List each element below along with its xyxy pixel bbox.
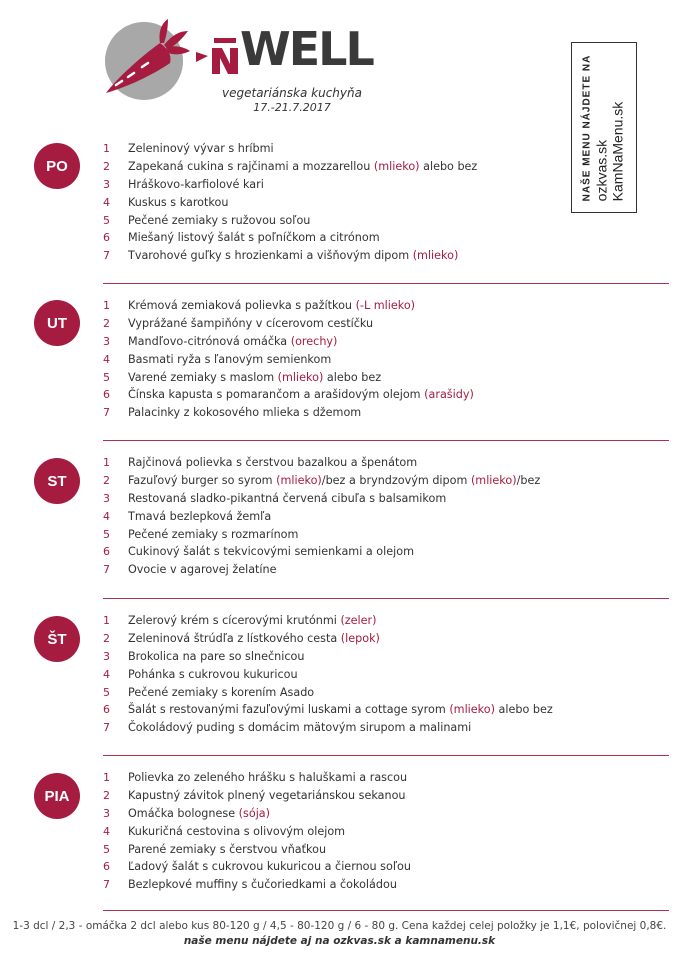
menu-item-number: 7 [103,563,110,577]
menu-item [103,701,553,719]
menu-item [103,665,553,683]
menu-item-number: 6 [103,703,110,717]
website-box-heading: NAŠE MENU NÁJDETE NA [581,54,593,201]
menu-item-suffix: /bez a bryndzovým dipom [321,474,471,488]
allergen-tag: (lepok) [340,632,380,646]
allergen-tag: (zeler) [340,614,377,628]
menu-item-number: 4 [103,352,110,366]
menu-item-number: 2 [103,632,110,646]
day-badge: ŠT [34,616,80,662]
menu-item-text: Fazuľový burger so syrom [128,474,277,488]
menu-item-text: Zeleninový vývar s hríbmi [128,142,274,156]
section-divider [103,440,669,441]
menu-item [103,472,540,490]
menu-item-number: 2 [103,789,110,803]
menu-item [103,350,474,368]
section-divider [103,910,669,911]
menu-item-number: 1 [103,299,110,313]
menu-item-list [103,297,474,422]
menu-item-number: 6 [103,860,110,874]
menu-item-text: Ovocie v agarovej želatíne [128,563,277,577]
menu-item-number: 4 [103,509,110,523]
brand-mark-icon [194,30,240,80]
menu-item-number: 1 [103,142,110,156]
subtitle: vegetariánska kuchyňa [222,86,362,100]
menu-item-number: 7 [103,721,110,735]
menu-item-number: 3 [103,649,110,663]
allergen-tag: (sója) [238,806,271,820]
menu-item-text: Parené zemiaky s čerstvou vňaťkou [128,842,327,856]
menu-item [103,368,474,386]
website-link-kamnamenu[interactable]: KamNaMenu.sk [609,101,626,201]
menu-item [103,822,411,840]
menu-item [103,876,411,894]
menu-item-text: Kapustný závitok plnený vegetariánskou sekanou [128,789,406,803]
menu-item [103,333,474,351]
menu-item-text: Omáčka bolognese [128,806,239,820]
menu-item-number: 7 [103,406,110,420]
menu-item-number: 6 [103,231,110,245]
menu-item-text: Zeleninová štrúdľa z lístkového cesta [128,632,341,646]
carrot-icon [98,15,193,105]
day-badge: PIA [34,773,80,819]
day-badge: UT [34,300,80,346]
menu-item-number: 2 [103,160,110,174]
menu-item [103,525,540,543]
menu-item-text: Mandľovo-citrónová omáčka [128,334,291,348]
menu-item [103,648,553,666]
menu-item-text: Restovaná sladko-pikantná červená cibuľa s balsamikom [128,491,447,505]
menu-item-number: 3 [103,177,110,191]
menu-item-suffix: alebo bez [494,703,553,717]
menu-item-number: 3 [103,806,110,820]
allergen-tag: (mlieko) [373,160,420,174]
allergen-tag: (orechy) [290,334,338,348]
menu-item [103,858,411,876]
menu-item-suffix: /bez [516,474,541,488]
menu-item-number: 5 [103,685,110,699]
menu-item-list [103,612,553,737]
menu-item [103,404,474,422]
menu-item [103,805,411,823]
menu-item [103,507,540,525]
menu-dates: 17.-21.7.2017 [253,101,331,114]
menu-item [103,787,411,805]
menu-item [103,176,477,194]
allergen-tag: (-L mlieko) [355,299,416,313]
menu-item-number: 7 [103,249,110,263]
menu-item [103,315,474,333]
menu-item-text: Tmavá bezlepková žemľa [128,509,272,523]
allergen-tag: (mlieko) [277,370,324,384]
menu-item-text: Polievka zo zeleného hrášku s haluškami a rascou [128,771,408,785]
menu-item-number: 5 [103,842,110,856]
menu-item-suffix: alebo bez [419,160,478,174]
website-link-ozkvas[interactable]: ozkvas.sk [593,139,610,201]
menu-item-number: 5 [103,370,110,384]
menu-item [103,612,553,630]
menu-item [103,140,477,158]
menu-item-text: Pečené zemiaky s korením Asado [128,685,315,699]
menu-item-text: Pečené zemiaky s rozmarínom [128,527,299,541]
menu-item-text: Tvarohové guľky s hrozienkami a višňovým dipom [128,249,413,263]
website-box [571,42,637,213]
menu-item-number: 2 [103,474,110,488]
menu-item-suffix: alebo bez [323,370,382,384]
menu-item-text: Zelerový krém s cícerovými krutónmi [128,614,341,628]
menu-item-text: Čínska kapusta s pomarančom a arašidovým olejom [128,388,425,402]
menu-item-text: Pečené zemiaky s ružovou soľou [128,213,311,227]
allergen-tag: (mlieko) [470,474,517,488]
menu-item-number: 3 [103,334,110,348]
menu-item-number: 2 [103,317,110,331]
allergen-tag: (arašidy) [424,388,474,402]
menu-item-text: Palacinky z kokosového mlieka s džemom [128,406,362,420]
menu-item-number: 4 [103,195,110,209]
menu-item-number: 1 [103,771,110,785]
menu-item-number: 6 [103,545,110,559]
menu-item [103,297,474,315]
menu-item [103,769,411,787]
day-badge: ST [34,458,80,504]
menu-item-text: Ľadový šalát s cukrovou kukuricou a čiernou soľou [128,860,411,874]
menu-item-text: Kuskus s karotkou [128,195,229,209]
menu-item-list [103,140,477,265]
allergen-tag: (mlieko) [449,703,495,717]
menu-item-number: 4 [103,667,110,681]
menu-item [103,454,540,472]
footer-portion-info: 1-3 dcl / 2,3 - omáčka 2 dcl alebo kus 80-120 g / 4,5 - 80-120 g / 6 - 80 g. Cena každej celej položky je 1,1€, polovičnej 0,8€. [12,920,667,932]
menu-item-list [103,454,540,579]
menu-item-text: Rajčinová polievka s čerstvou bazalkou a špenátom [128,456,418,470]
menu-item-text: Basmati ryža s ľanovým semienkom [128,352,332,366]
allergen-tag: (mlieko) [276,474,322,488]
section-divider [103,283,669,284]
menu-item [103,193,477,211]
menu-item-text: Pohánka s cukrovou kukuricou [128,667,298,681]
section-divider [103,598,669,599]
day-badge: PO [34,143,80,189]
menu-item [103,719,553,737]
menu-item [103,229,477,247]
menu-item-text: Bezlepkové muffiny s čučoriedkami a čokoládou [128,878,397,892]
menu-item [103,386,474,404]
menu-item [103,158,477,176]
menu-item-list [103,769,411,894]
menu-item [103,490,540,508]
brand-wordmark: WELL [240,22,373,76]
menu-item-number: 1 [103,456,110,470]
menu-item-number: 1 [103,614,110,628]
menu-item [103,247,477,265]
menu-item-number: 5 [103,213,110,227]
menu-item-text: Čokoládový puding s domácim mätovým sirupom a malinami [128,721,472,735]
menu-item-number: 3 [103,491,110,505]
menu-item [103,211,477,229]
menu-item [103,630,553,648]
allergen-tag: (mlieko) [412,249,459,263]
menu-item [103,543,540,561]
menu-item-text: Krémová zemiaková polievka s pažítkou [128,299,356,313]
menu-item-number: 7 [103,878,110,892]
footer-websites: naše menu nájdete aj na ozkvas.sk a kamnamenu.sk [183,935,496,947]
menu-item-number: 6 [103,388,110,402]
menu-item-number: 4 [103,824,110,838]
menu-item-number: 5 [103,527,110,541]
section-divider [103,755,669,756]
menu-item-text: Brokolica na pare so slnečnicou [128,649,305,663]
menu-item [103,561,540,579]
menu-item-text: Šalát s restovanými fazuľovými luskami a cottage syrom [128,703,450,717]
menu-item-text: Zapekaná cukina s rajčinami a mozzarellou [128,160,374,174]
menu-item [103,840,411,858]
website-box-text [582,54,627,201]
menu-item-text: Vyprážané šampiňóny v cícerovom cestíčku [128,317,374,331]
menu-item [103,683,553,701]
menu-item-text: Miešaný listový šalát s poľníčkom a citrónom [128,231,380,245]
menu-item-text: Cukinový šalát s tekvicovými semienkami a olejom [128,545,414,559]
menu-item-text: Hráškovo-karfiolové kari [128,177,264,191]
menu-item-text: Varené zemiaky s maslom [128,370,278,384]
menu-item-text: Kukuričná cestovina s olivovým olejom [128,824,346,838]
